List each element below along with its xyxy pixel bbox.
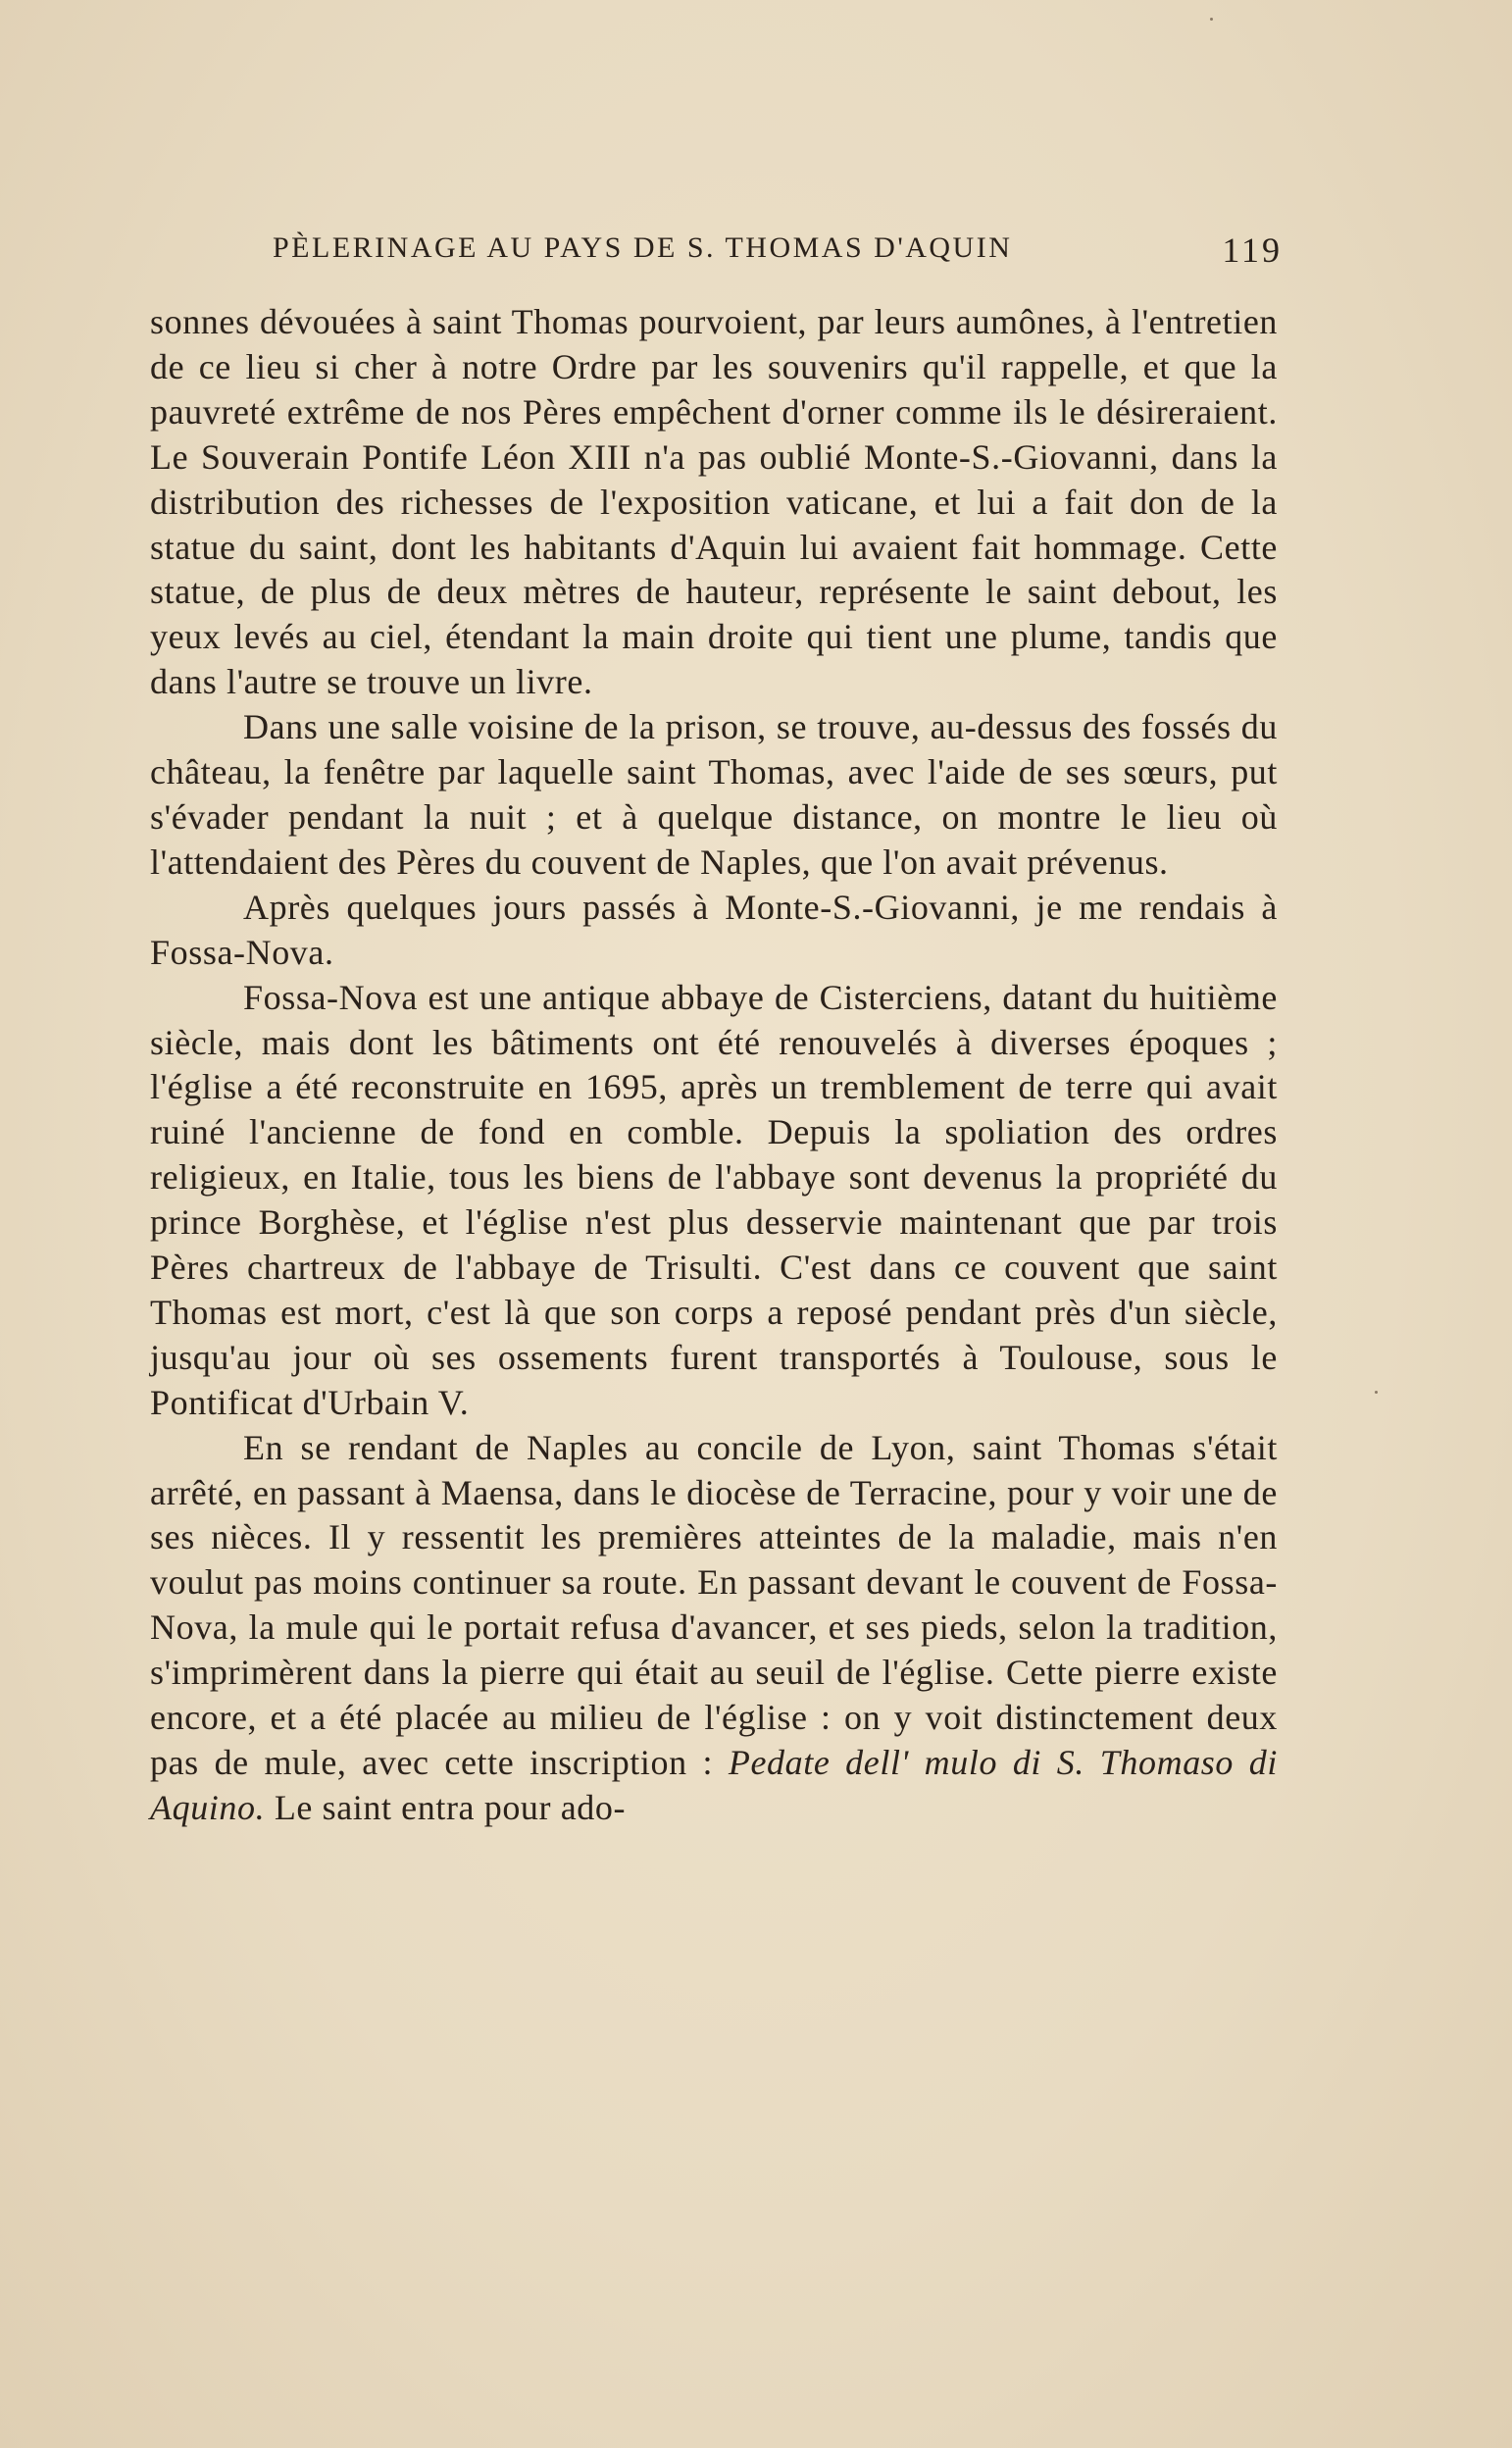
paragraph-4: Fossa-Nova est une antique abbaye de Cisterciens, datant du huitième siècle, mais dont les bâtiments ont été renouvelés à diverses époques ; l'église a été reconstruite en 1695, après un tremblement de terre qui avait ruiné l'ancienne de fond en comble. Depuis la spoliation des ordres religieux, en Italie, tous les biens de l'abbaye sont devenus la propriété du prince Borghèse, et l'église n'est plus desservie maintenant que par trois Pères chartreux de l'abbaye de Trisulti. C'est dans ce couvent que saint Thomas est mort, c'est là que son corps a reposé pendant près d'un siècle, jusqu'au jour où ses ossements furent transportés à Toulouse, sous le Pontificat d'Urbain V. (150, 977, 1278, 1422)
paragraph-2: Dans une salle voisine de la prison, se trouve, au-dessus des fossés du château, la fenêtre par laquelle saint Thomas, avec l'aide de ses sœurs, put s'évader pendant la nuit ; et à quelque distance, on montre le lieu où l'attendaient des Pères du couvent de Naples, que l'on avait prévenus. (150, 707, 1278, 882)
paper-speck (1375, 1391, 1378, 1394)
page-number: 119 (1222, 230, 1283, 270)
paragraph-5-main: En se rendant de Naples au concile de Lyon, saint Thomas s'était arrêté, en passant à Maensa, dans le diocèse de Terracine, pour y voir une de ses nièces. Il y ressentit les premières atteintes de la maladie, mais n'en voulut pas moins continuer sa route. En passant devant le couvent de Fossa-Nova, la mule qui le portait refusa d'avancer, et ses pieds, selon la tradition, s'imprimèrent dans la pierre qui était au seuil de l'église. Cette pierre existe encore, et a été placée au milieu de l'église : on y voit distinctement deux pas de mule, avec cette inscription : (150, 1427, 1278, 1782)
paragraph-3: Après quelques jours passés à Monte-S.-Giovanni, je me rendais à Fossa-Nova. (150, 887, 1278, 972)
paragraph-5 (150, 1426, 1278, 1831)
body-text (150, 300, 1278, 1831)
running-head: PÈLERINAGE AU PAYS DE S. THOMAS D'AQUIN (273, 231, 1013, 264)
paper-speck (1210, 18, 1213, 21)
inscription-text: Pedate dell' mulo di S. Thomaso di Aquino. (150, 1743, 1278, 1827)
page-header (273, 224, 1283, 282)
paragraph-5-end: Le saint entra pour ado- (274, 1787, 627, 1827)
paragraph-1: sonnes dévouées à saint Thomas pourvoient, par leurs aumônes, à l'entretien de ce lieu si cher à notre Ordre par les souvenirs qu'il rappelle, et que la pauvreté extrême de nos Pères empêchent d'orner comme ils le désireraient. Le Souverain Pontife Léon XIII n'a pas oublié Monte-S.-Giovanni, dans la distribution des richesses de l'exposition vaticane, et lui a fait don de la statue du saint, dont les habitants d'Aquin lui avaient fait hommage. Cette statue, de plus de deux mètres de hauteur, représente le saint debout, les yeux levés au ciel, étendant la main droite qui tient une plume, tandis que dans l'autre se trouve un livre. (150, 302, 1278, 702)
